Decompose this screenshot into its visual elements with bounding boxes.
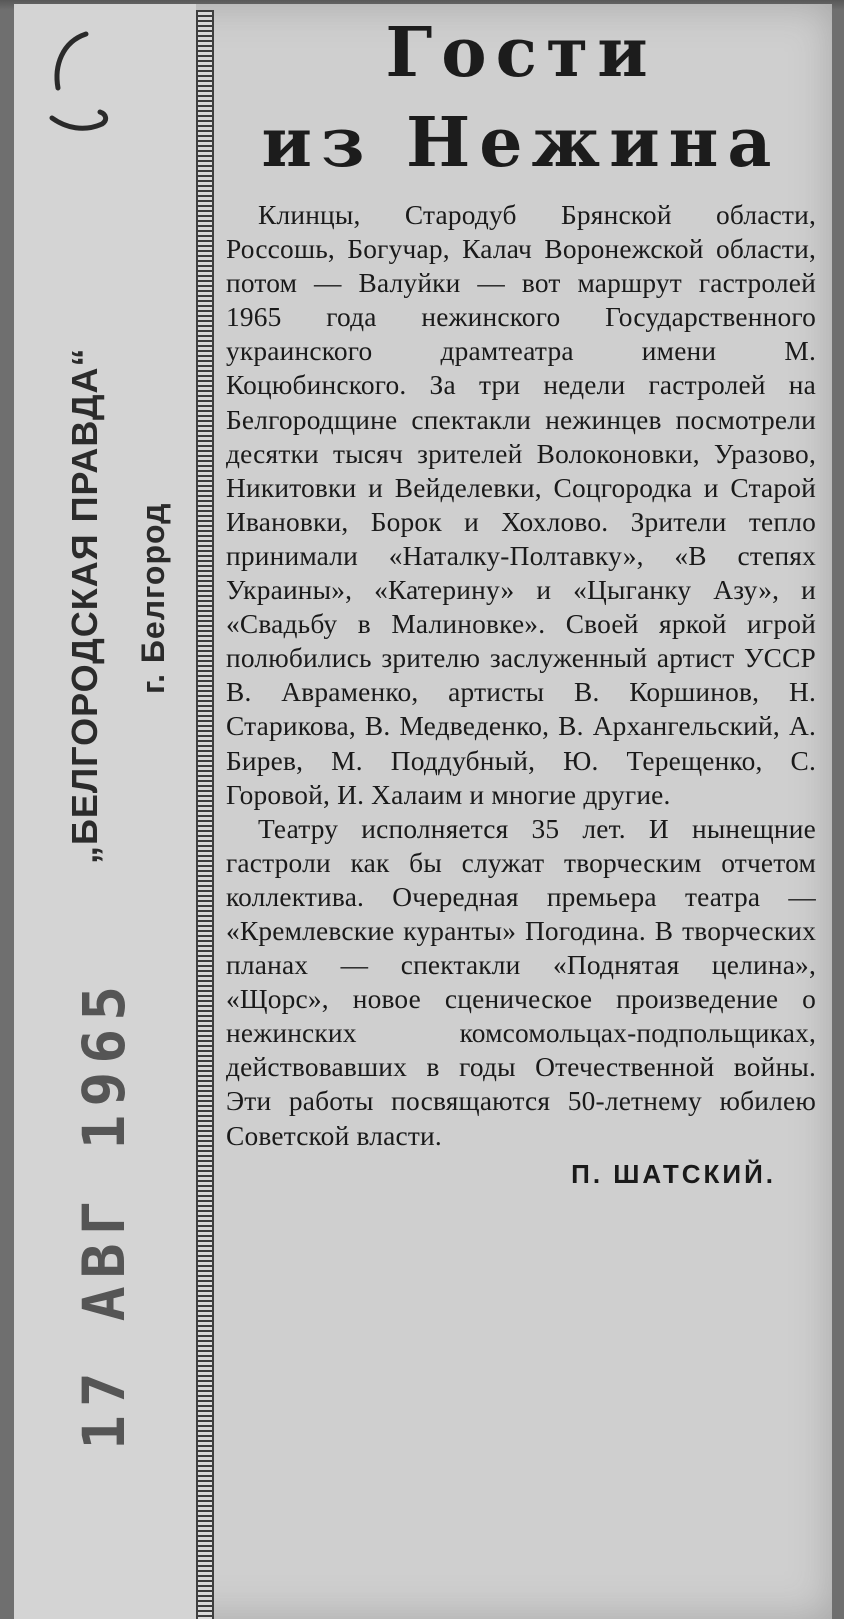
- newspaper-name: „БЕЛГОРОДСКАЯ ПРАВДА“: [64, 347, 105, 864]
- headline-line-2: из Нежина: [261, 103, 781, 183]
- author-signature: П. ШАТСКИЙ.: [571, 1158, 776, 1189]
- article: [226, 8, 816, 1190]
- paragraph-1: Клинцы, Стародуб Брянской области, Россошь, Богучар, Калач Воронежской области, потом — Валуйки — вот маршрут гастролей 1965 года нежинского Государственного украинского драмтеатра имени М. Коцюбинского. За три недели гастролей на Белгородщине спектакли нежинцев посмотрели десятки тысяч зрителей Волоконовки, Уразово, Никитовки и Вейделевки, Соцгородка и Старой Ивановки, Борок и Хохлово. Зрители тепло принимали «Наталку-Полтавку», «В степях Украины», «Катерину» и «Цыганку Азу», и «Свадьбу в Малиновке». Своей яркой игрой полюбились зрителю заслуженный артист УССР В. Авраменко, артисты В. Коршинов, Н. Старикова, В. Медведенко, В. Архангельский, А. Бирев, М. Поддубный, Ю. Терещенко, С. Горовой, И. Халаим и многие другие.: [226, 200, 816, 810]
- paragraph-2: Театру исполняется 35 лет. И нынещние гастроли как бы служат творческим отчетом коллектива. Очередная премьера театра — «Кремлевские куранты» Погодина. В творческих планах — спектакли «Поднятая целина», «Щорс», новое сценическое произведение о нежинских комсомольцах-подпольщиках, действовавших в годы Отечественной войны. Эти работы посвящаются 50-летнему юбилею Советской власти.: [226, 813, 816, 1151]
- headline: [226, 8, 816, 188]
- city-name: г. Белгород: [135, 502, 171, 694]
- handwritten-mark: [46, 26, 116, 136]
- date-stamp: 17 АВГ 1965: [70, 977, 138, 1450]
- headline-line-1: Гости: [385, 13, 657, 93]
- article-body: [226, 198, 816, 1153]
- column-divider: [196, 10, 214, 1619]
